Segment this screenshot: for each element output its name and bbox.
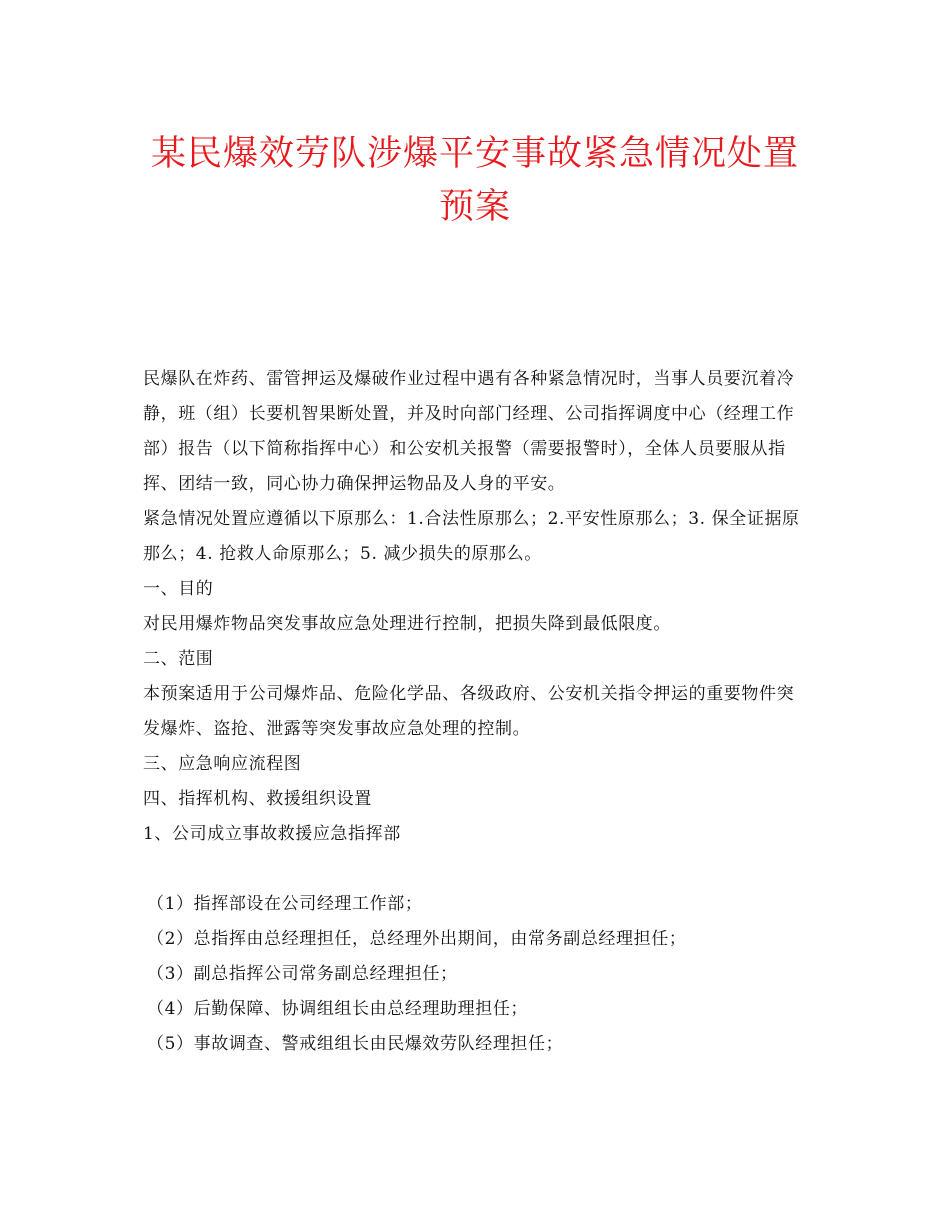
section-heading-scope: 二、范围 <box>143 649 214 669</box>
sub-heading-command: 1、公司成立事故救援应急指挥部 <box>143 824 401 844</box>
list-item: （2）总指挥由总经理担任，总经理外出期间，由常务副总经理担任； <box>147 929 687 949</box>
blank-line <box>143 852 811 887</box>
section-heading-organization: 四、指挥机构、救援组织设置 <box>143 789 372 809</box>
section-heading-flowchart: 三、应急响应流程图 <box>143 754 302 774</box>
principles-paragraph: 紧急情况处置应遵循以下原那么：1.合法性原那么；2.平安性原那么；3. 保全证据原那么；4. 抢救人命原那么；5. 减少损失的原那么。 <box>143 509 800 564</box>
scope-paragraph: 本预案适用于公司爆炸品、危险化学品、各级政府、公安机关指令押运的重要物件突发爆炸、盗抢、泄露等突发事故应急处理的控制。 <box>143 684 795 739</box>
purpose-paragraph: 对民用爆炸物品突发事故应急处理进行控制，把损失降到最低限度。 <box>143 614 671 634</box>
section-heading-purpose: 一、目的 <box>143 579 214 599</box>
document-body <box>143 362 811 1062</box>
list-item: （1）指挥部设在公司经理工作部； <box>147 894 423 914</box>
document-title: 某民爆效劳队涉爆平安事故紧急情况处置预案 <box>150 134 799 227</box>
list-item: （3）副总指挥公司常务副总经理担任； <box>147 964 458 984</box>
list-item: （5）事故调查、警戒组组长由民爆效劳队经理担任； <box>147 1034 564 1054</box>
intro-paragraph: 民爆队在炸药、雷管押运及爆破作业过程中遇有各种紧急情况时，当事人员要沉着冷静，班（组）长要机智果断处置，并及时向部门经理、公司指挥调度中心（经理工作部）报告（以下简称指挥中心）和公安机关报警（需要报警时），全体人员要服从指挥、团结一致，同心协力确保押运物品及人身的平安。 <box>143 369 795 494</box>
list-item: （4）后勤保障、协调组组长由总经理助理担任； <box>147 999 529 1019</box>
command-list <box>143 887 811 1062</box>
